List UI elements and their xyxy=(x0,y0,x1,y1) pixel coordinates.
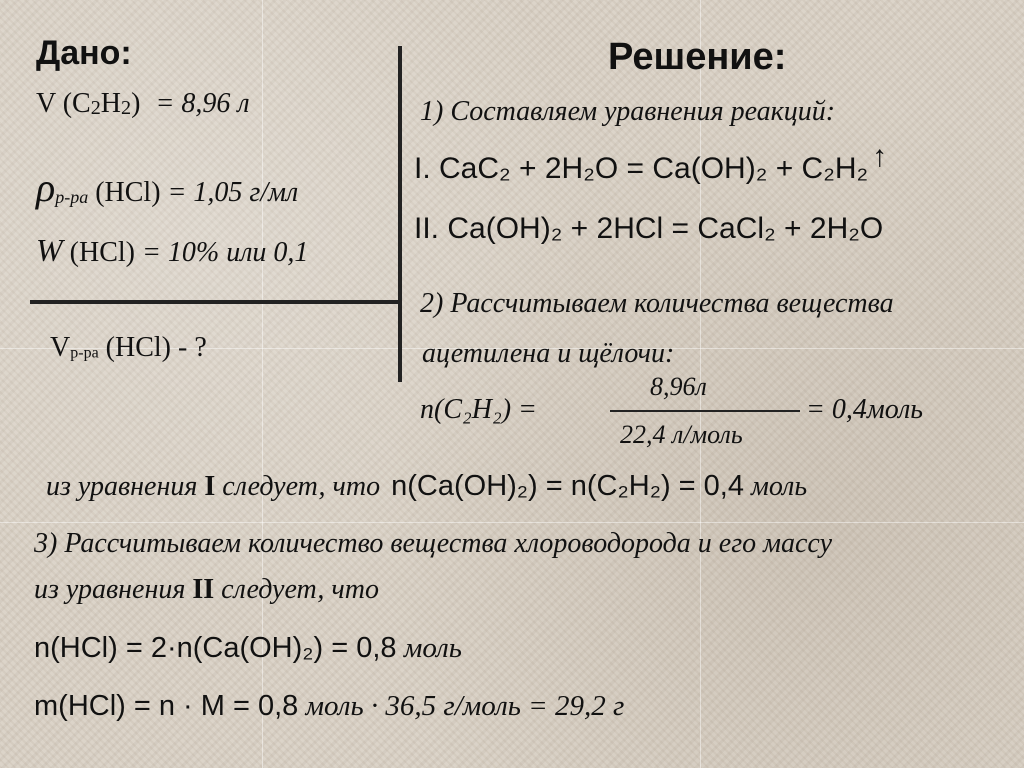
step3-follows: следует, что xyxy=(221,574,380,605)
density-label: (HCl) xyxy=(95,177,161,208)
horizontal-divider xyxy=(30,300,402,304)
find-symbol: V xyxy=(50,332,71,363)
solution-title: Решение: xyxy=(608,36,787,78)
n-hcl-line xyxy=(34,632,462,665)
step1-text: Составляем уравнения реакций: xyxy=(450,96,836,127)
find-label: (HCl) - ? xyxy=(105,332,207,363)
vertical-divider xyxy=(398,46,402,382)
equation-2-text: Ca(OH)₂ + 2HCl = CaCl₂ + 2H₂O xyxy=(447,212,884,245)
equation-1-text: CaC₂ + 2H₂O = Ca(OH)₂ + C₂H₂ xyxy=(439,152,869,185)
m-hcl-tail: моль · 36,5 г/моль = 29,2 г xyxy=(305,690,625,722)
from-eq1-formula: n(Ca(OH)₂) = n(C₂H₂) = 0,4 xyxy=(391,470,744,502)
given-volume-line: V $(C_2H_2) = 8,96$ л xyxy=(36,88,250,120)
find-subscript: р-ра xyxy=(70,344,99,362)
step1-line xyxy=(420,96,835,128)
m-hcl-formula: m(HCl) = n · M = 0,8 xyxy=(34,690,299,722)
equation-1 xyxy=(414,140,888,186)
given-title: Дано: xyxy=(36,34,132,72)
fraction-bar xyxy=(610,410,800,412)
step2-number: 2) xyxy=(420,288,444,319)
step3-text: Рассчитываем количество вещества хлороводорода и его массу xyxy=(64,528,833,559)
from-eq1-follows: следует, что xyxy=(222,471,381,502)
from-eq1-roman: I xyxy=(204,471,216,502)
step2-line1 xyxy=(420,288,894,320)
from-eq1-text: из уравнения xyxy=(46,471,198,502)
density-value: = 1,05 г/мл xyxy=(167,177,299,208)
fraction-denominator: 22,4 л/моль xyxy=(620,420,743,449)
step3-line1 xyxy=(34,528,832,560)
rho-symbol: ρ xyxy=(36,165,56,210)
n-hcl-unit: моль xyxy=(403,632,462,664)
m-hcl-line xyxy=(34,690,624,723)
step3-number: 3) xyxy=(34,528,58,559)
gas-arrow-icon: ↑ xyxy=(872,140,888,173)
n-hcl-formula: n(HCl) = 2·n(Ca(OH)₂) = 0,8 xyxy=(34,632,397,664)
fraction-lhs: n(C₂H₂) = xyxy=(420,394,537,425)
step3-roman: II xyxy=(192,574,215,605)
w-symbol: W xyxy=(36,232,63,268)
given-volume-value: = 8,96 л xyxy=(155,88,250,119)
equation-1-label: I. xyxy=(414,152,431,185)
step1-number: 1) xyxy=(420,96,444,127)
w-label: (HCl) xyxy=(69,237,135,268)
fraction-numerator: 8,96л xyxy=(650,372,707,401)
step2-text-1: Рассчитываем количества вещества xyxy=(450,288,894,319)
given-fraction-line xyxy=(36,232,308,269)
rho-subscript: р-ра xyxy=(55,186,89,207)
tile-seam xyxy=(0,522,1024,523)
step2-line2: ацетилена и щёлочи: xyxy=(422,338,675,369)
from-eq1-unit: моль xyxy=(750,471,808,502)
equation-2-label: II. xyxy=(414,212,440,245)
step3-from: из уравнения xyxy=(34,574,186,605)
w-value: = 10% или 0,1 xyxy=(141,237,309,268)
equation-2 xyxy=(414,212,883,246)
from-eq1-line xyxy=(46,470,807,503)
given-volume-label: V (C xyxy=(36,88,91,119)
fraction-rhs: = 0,4моль xyxy=(806,394,924,425)
given-density-line xyxy=(36,164,298,211)
step3-line2 xyxy=(34,574,379,606)
find-line xyxy=(50,332,207,364)
